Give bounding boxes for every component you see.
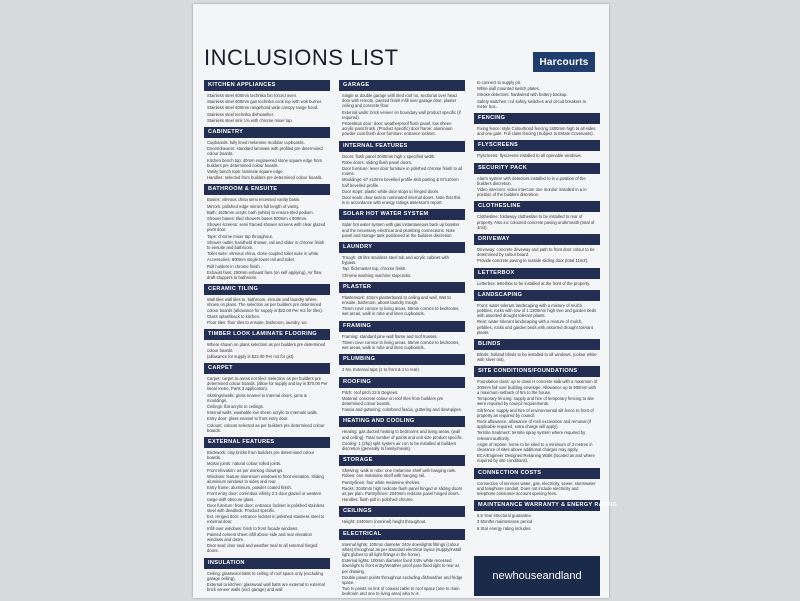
section-line: Solar hot water system with gas instantaneous back up booster and the necessary electrical and plumbing connections. Note panel and storage tank positioned at the builders discretion. bbox=[342, 222, 460, 238]
section-line: Alarm system with detectors installed to in a position of the builders discretion. bbox=[477, 175, 586, 186]
section-line: Internal lights: 100mm diameter 240v downlights fittings (colour white) throughout as per standard electrical layout (supply/install light globes to all light fittings in the home). bbox=[342, 541, 462, 557]
section-line: Ceilings: flat acrylic to ceilings. bbox=[207, 403, 264, 409]
section-line: Termite treatment: termite spray system where required by relevant authority. bbox=[477, 430, 586, 441]
section-header: CARPET bbox=[204, 363, 330, 374]
section-body bbox=[477, 303, 598, 335]
section-body bbox=[477, 126, 598, 136]
section-header: CONNECTION COSTS bbox=[474, 468, 600, 479]
section-header: LETTERBOX bbox=[474, 268, 600, 279]
section-body bbox=[207, 297, 328, 325]
section-line: Mirrors: polished edge mirrors full length of vanity. bbox=[207, 203, 300, 209]
section-line: External to kitchen: glasswool wall batts are external to external brick veneer walls (excl garage) and wall bbox=[207, 582, 325, 593]
section-line: Door furniture: front door: entrance lockset in polished stainless steel with deadlock. Product specific. bbox=[207, 502, 325, 513]
section-line: External walls: brick veneer on boundary wall product specific (if required). bbox=[342, 109, 461, 120]
section-header: FENCING bbox=[474, 113, 600, 124]
section-line: Kitchen bench top: 40mm engineered stone square edge from builders pre determined colour boards. bbox=[207, 157, 322, 168]
section-line: Infill over windows: brick to front facade windows. bbox=[207, 525, 299, 531]
section-header: SECURITY PACK bbox=[474, 163, 600, 174]
section-line: Where shown on plans selection as per builders pre determined colour boards. bbox=[207, 342, 326, 353]
section-line: Plasterwork: 10mm plasterboard to ceiling and wall. Wet to ensuite, bathroom, above laundry trough. bbox=[342, 294, 451, 306]
section-header: GARAGE bbox=[339, 80, 465, 91]
section-header: PLASTER bbox=[339, 282, 465, 293]
section-line: Stainless steel 600mm technika fan forced oven. bbox=[207, 93, 298, 98]
column-3 bbox=[474, 80, 618, 535]
section-body bbox=[477, 481, 598, 497]
section-line: Trough: 45 litre stainless steel tub and acrylic cabinet with bypass. bbox=[342, 255, 449, 266]
section-header: INSULATION bbox=[204, 558, 330, 569]
section-line: Smoke detectors: hardwired with battery backup. bbox=[477, 92, 568, 98]
section-line: Provide concrete paving to outside sliding door (total 11m2). bbox=[477, 258, 589, 264]
section-header: FRAMING bbox=[339, 321, 465, 332]
section-header: LAUNDRY bbox=[339, 242, 465, 253]
section-header: STORAGE bbox=[339, 455, 465, 466]
section-body bbox=[342, 468, 463, 502]
section-line: Basins: vitreous china semi recessed vanity basin. bbox=[207, 197, 301, 203]
section-line: Temporary fencing: supply and hire of temporary fencing to site were required by council requirements. bbox=[477, 396, 594, 407]
section-body bbox=[342, 93, 463, 137]
section-body bbox=[207, 571, 328, 593]
section-body bbox=[477, 176, 598, 198]
section-line: Tap: flickmaster tap, chrome finish. bbox=[342, 266, 407, 272]
section-line: Single or double garage with tiled roof no, sectional over head door with remote, painted finish infill over garage door, plaster ceiling and concrete floor. bbox=[342, 93, 457, 109]
section-line: Entry frame: aluminium, powder coated finish. bbox=[207, 485, 292, 491]
section-line: Letterbox: letterbox to be installed at the front of the property. bbox=[477, 280, 591, 286]
section-line: 6 Star energy rating includes. bbox=[477, 525, 532, 531]
section-header: DRIVEWAY bbox=[474, 234, 600, 245]
inclusions-sheet bbox=[193, 4, 618, 598]
section-line: Windows: feature aluminium windows to front elevation. Sliding aluminium windows to sides and rear. bbox=[207, 473, 324, 484]
section-line: Taps: chrome mixer tap throughout. bbox=[207, 233, 273, 239]
section-body bbox=[477, 214, 598, 230]
column-2 bbox=[339, 80, 465, 601]
section-body bbox=[477, 379, 598, 463]
section-line: Internal walls: washable low sheen acrylic to internals walls. bbox=[207, 410, 318, 416]
section-line: Rock allowance: allowance of rock excavation and removal (if applicable required, extra charge will apply). bbox=[477, 418, 592, 430]
section-line: Fascia and guttering: colorbond fascia, guttering and downpipes. bbox=[342, 407, 462, 413]
section-line: Ceiling: glasswool batts to ceiling of roof space only (excluding garage ceiling). bbox=[207, 570, 323, 581]
section-body bbox=[207, 342, 328, 359]
section-line: Double power points throughout excluding dishwasher and fridge space. bbox=[342, 574, 463, 585]
section-line: Pedestrian door: door, weatherproof flush panel, low sheen acrylic paint finish. (Product specific) door frame: aluminium powder coat finish door furniture: entrance lockset. bbox=[342, 121, 453, 137]
section-line: to connect to supply pit. bbox=[477, 80, 521, 85]
section-line: Mouldings: 67 x10mm bevelled profile skirt parting & 67x10mm half bevelled profile. bbox=[342, 177, 459, 188]
section-line: White wall mounted switch plates. bbox=[477, 86, 540, 92]
section-line: Racks: 2040mm high redicote flush panel hinged or sliding doors as per plan. Pantry/linen: 2040mm redicote panel hinged doors. bbox=[342, 485, 463, 496]
section-line: External lights: 100mm diameter fixed 240v white recessed downlight to front entry/Weather proof para flood light to rear as per drawing. bbox=[342, 558, 460, 574]
section-line: Silt fence: supply and hire of environmental silt fence to front of property as required by council. bbox=[477, 407, 594, 418]
section-line: Shelving: walk in robe: one melamine shelf with hanging rails. Robes: one melamine shelf with hanging rail. bbox=[342, 468, 457, 479]
section-body bbox=[342, 542, 463, 597]
section-line: Stainless steel sink 1¾ with chrome mixer tap. bbox=[207, 117, 293, 123]
section-line: BCA/Engineer Designed Retaining Walls (located as and where required by site conditions). bbox=[477, 453, 595, 464]
section-line: Handles: flush pull in polished chrome. bbox=[342, 497, 414, 503]
section-line: Floor tiles: floor tiles to ensuite, bathroom, laundry, wc. bbox=[207, 320, 308, 326]
section-line: Doors/drawers: standard laminate with profiled pre determined colour boards. bbox=[207, 146, 323, 157]
section-line: Height: 2440mm (nominal) height throughout. bbox=[342, 519, 427, 525]
section-line: 75mm cove cornice to living areas, 55mm cornice to bedrooms, wet areas, walk in robe and linen cupboards. bbox=[342, 306, 460, 317]
section-line: Front entry door: corrimbax infinity 2:1 door glazed or western range with obscure glass. bbox=[207, 491, 322, 502]
section-header: MAINTENANCE WARRANTY & ENERGY RATING bbox=[474, 500, 600, 511]
section-line: Shower bases: tiled showers bases 900mm x 900mm. bbox=[207, 216, 308, 222]
section-line: Stainless steel 600mm gas technika cook top with wok burner. bbox=[207, 99, 323, 105]
section-body bbox=[477, 247, 598, 264]
section-body bbox=[342, 255, 463, 278]
section-line: Video intercom: video intercom one monitor installed in a in position of the builders discretion. bbox=[477, 187, 587, 198]
section-line: Driveway: concrete driveway and path to front door colour to be determined by colour board. bbox=[477, 247, 595, 258]
section-body bbox=[207, 197, 328, 280]
section-line: Glass splashback to kitchen. bbox=[207, 313, 261, 319]
section-line: Entry door: gloss enamel to front entry door. bbox=[207, 416, 289, 422]
section-line: Toilet suite: vitreous china, close coupled toilet suite in white. bbox=[207, 251, 320, 257]
section-body bbox=[342, 154, 463, 206]
section-header: ELECTRICAL bbox=[339, 529, 465, 540]
section-header: CERAMIC TILING bbox=[204, 284, 330, 295]
section-header: KITCHEN APPLIANCES bbox=[204, 80, 330, 91]
section-header: BLINDS bbox=[474, 339, 600, 350]
section-header: PLUMBING bbox=[339, 354, 465, 365]
section-line: Cooling: 1 (2hp) split system air con to be installed at builders discretion (generally to family/meals). bbox=[342, 440, 457, 451]
section-line: Brickwork: clay bricks from builders pre determined colour boards. bbox=[207, 449, 315, 461]
section-line: Bath: 1625mm acrylic bath (white) to ensure tiled podium. bbox=[207, 209, 314, 215]
section-line: 3 Months maintenance period. bbox=[477, 519, 534, 525]
section-body bbox=[342, 222, 463, 238]
section-line: Connection of services water, gas, electricity, sewer, stormwater and telephone conduit. Does not include electricity and telephone consumer account opening fees. bbox=[477, 480, 596, 496]
section-line: Cupboards: fully lined melamine modular cupboards. bbox=[207, 140, 305, 146]
section-header: INTERNAL FEATURES bbox=[339, 141, 465, 152]
section-header: EXTERNAL FEATURES bbox=[204, 437, 330, 448]
section-line: (allowance for supply is $22.00 Per m2 for gst). bbox=[207, 353, 295, 359]
section-body bbox=[342, 367, 463, 372]
section-line: Door furniture: lever door furniture in polished chrome finish to all rooms. bbox=[342, 166, 463, 177]
section-header: CABINETRY bbox=[204, 127, 330, 138]
section-body bbox=[207, 376, 328, 433]
harcourts-logo: Harcourts bbox=[533, 52, 595, 72]
section-line: Door seals: door seal to nominated internal doors. Note that this is in accordance with energy ratings assessor's report. bbox=[342, 195, 461, 206]
section-line: Shower outlet: handheld shower, rail and slider in chrome finish to ensuite and bathroom. bbox=[207, 239, 325, 251]
section-line: Angle of repose: home to be sited to a minimum of 3 metres in clearance of sites above additional charges may apply. bbox=[477, 441, 593, 452]
section-header: CLOTHESLINE bbox=[474, 201, 600, 212]
section-line: 75mm cove cornice to living areas, 55mm cornice to bedrooms, wet areas, walk in robe and linen cupboards. bbox=[342, 339, 460, 351]
section-line: Shower screens: semi framed shower screens with clear glazed pivot door. bbox=[207, 222, 326, 233]
section-body bbox=[342, 334, 463, 351]
section-line: 2 No. External taps (1 to front & 1 to rear). bbox=[342, 367, 420, 373]
section-line: Exhaust fans: 250mm exhaust fans (on self applying), Air flow draft stoppers to bathroom. bbox=[207, 269, 322, 281]
section-line: Wall tiles wall tiles to, bathroom, ensuite and laundry where shown on plans. The selection as per builders pre determined colour boards (allowance for supply is $22.00 Per m2 for tiles). bbox=[207, 297, 323, 313]
section-line: Mortar joints: natural colour rolled joints. bbox=[207, 461, 282, 467]
section-line: Roll holders in chrome finish. bbox=[207, 263, 261, 269]
section-line: Accessories: 600mm single towel rail and toilet. bbox=[207, 257, 295, 263]
section-line: Material: concrete colour on roof tiles from builders pre determined colour boards. bbox=[342, 395, 444, 406]
section-header: ROOFING bbox=[339, 377, 465, 388]
section-body bbox=[342, 295, 463, 317]
section-line: Rear: water tolerant landscaping with a mixture of mulch, pebbles, rocks and garden beds with assorted drought tolerant plants. bbox=[477, 319, 593, 335]
section-header: LANDSCAPING bbox=[474, 290, 600, 301]
section-line: Vanity bench tops: laminate square edge. bbox=[207, 169, 284, 175]
section-line: Fixing fence: style Colourbond fencing 1800mm high to all sides and one gate. Full class fencing (Subject to Estate Covenants). bbox=[477, 126, 596, 137]
section-line: Safety switches: rcd safety switches and circuit breakers to meter box. bbox=[477, 98, 587, 109]
section-header: SOLAR HOT WATER SYSTEM bbox=[339, 209, 465, 220]
section-line: Colours: colours selected as per builders pre determined colour boards. bbox=[207, 422, 325, 433]
section-body bbox=[477, 153, 598, 158]
section-body bbox=[477, 513, 598, 531]
section-line: Carpet: carpet to areas not tiled. Selection as per builders pre determined colour boards, (allow for supply and lay is $70.00 Per lineal metre, Parts 3 application). bbox=[207, 375, 328, 392]
column-1 bbox=[204, 80, 330, 596]
section-line: Blinds: holland blinds to be installed to all windows, (colour white with silver tint). bbox=[477, 352, 597, 363]
section-header: FLYSCREENS bbox=[474, 140, 600, 151]
section-body bbox=[342, 390, 463, 413]
section-body bbox=[477, 352, 598, 362]
section-body bbox=[477, 80, 598, 109]
section-body bbox=[477, 281, 598, 286]
section-line: Skirtings/walls: gloss enamel to internal doors, jams & mouldings. bbox=[207, 392, 307, 403]
section-line: Painted cement sheet infill above side and rear elevation windows and doors. bbox=[207, 531, 312, 542]
section-line: Door seal: door seal and weather seal to all external hinged doors. bbox=[207, 543, 318, 554]
section-header: BATHROOM & ENSUITE bbox=[204, 184, 330, 195]
section-line: Foundation class: up to class H concrete slab with a maximum of 300mm fall over building envelope. Allowance up to 900mm with a maximum setback of 5m to the house. bbox=[477, 379, 598, 395]
section-line: Front: water tolerant landscaping with a mixture of mulch, pebbles, rocks with row of 1:1300mm high tree and garden beds with assorted drought tolerant plants. bbox=[477, 302, 597, 319]
section-header: CEILINGS bbox=[339, 506, 465, 517]
section-line: 6.5 Year structural guarantee. bbox=[477, 513, 532, 519]
section-body bbox=[342, 429, 463, 451]
section-line: Heating: gas ducted heating to bedrooms and living areas, (wall and ceiling). Total number of points and unit size product specific. bbox=[342, 429, 463, 440]
section-line: Pitch: roof pitch 22.5 Degrees. bbox=[342, 389, 399, 395]
page-title: INCLUSIONS LIST bbox=[204, 45, 399, 70]
section-header: SITE CONDITIONS/FOUNDATIONS bbox=[474, 366, 600, 377]
section-body bbox=[207, 140, 328, 180]
section-line: Robe doors: sliding flush panel doors. bbox=[342, 159, 413, 165]
section-line: Front elevation: as per working drawings. bbox=[207, 467, 284, 473]
section-line: Ext. Hinged door: entrance lockset in polished stainless steel to external door. bbox=[207, 514, 325, 525]
section-header: TIMBER LOOK LAMINATE FLOORING bbox=[204, 329, 330, 340]
section-line: Doors: flush panel 2040mm high x specified width. bbox=[342, 153, 436, 159]
section-line: Two tv points no link of coaxial cable to roof space (one to main bedroom and one to living area) also tv is bbox=[342, 586, 460, 597]
section-line: Stainless steel technika dishwasher. bbox=[207, 111, 275, 117]
section-line: Stainless steel 600mm rangehood wide canopy range hood. bbox=[207, 105, 319, 111]
section-body bbox=[207, 93, 328, 123]
section-body bbox=[342, 519, 463, 524]
section-line: Pantry/linen: four white melamine shelves. bbox=[342, 479, 421, 485]
section-line: Chrome washing machine stopcocks. bbox=[342, 272, 412, 278]
section-line: Flyscreens: flyscreens installed to all openable windows. bbox=[477, 153, 582, 159]
section-line: Framing: standard pine wall frame and roof trusses. bbox=[342, 333, 438, 339]
section-line: Handles: selected from builders pre determined colour boards. bbox=[207, 175, 323, 181]
section-header: HEATING AND COOLING bbox=[339, 416, 465, 427]
section-line: Door stops: plastic white door stops to hinged doors. bbox=[342, 188, 440, 194]
newhouseandland-logo: newhouseandland bbox=[474, 556, 600, 596]
section-line: Clothesline: foldaway clothesline to be installed to rear of property. Also inc coloured concrete paving underneath (total of 4m2). bbox=[477, 214, 595, 230]
section-body bbox=[207, 450, 328, 554]
